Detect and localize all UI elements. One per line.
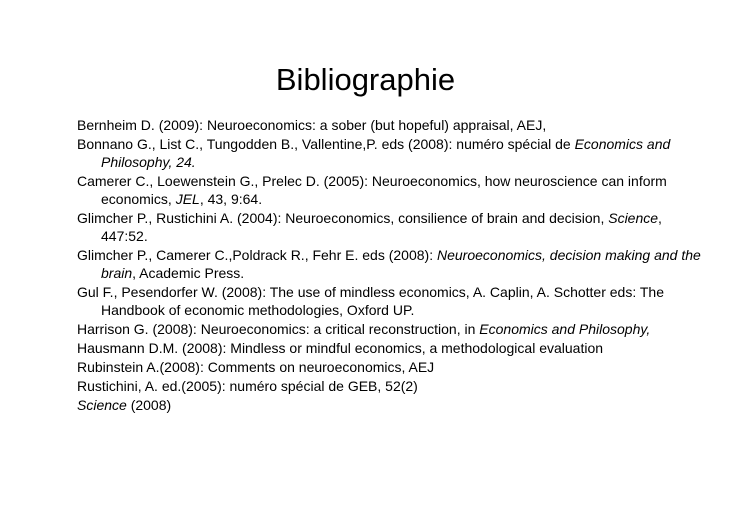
reference-text: Rubinstein A.(2008): Comments on neuroeconomics, AEJ [77, 359, 435, 375]
page-title: Bibliographie [275, 62, 456, 97]
reference-text: Glimcher P., Rustichini A. (2004): Neuroeconomics, consilience of brain and decision, [77, 210, 609, 226]
reference-item [77, 283, 707, 319]
reference-text: Bernheim D. (2009): Neuroeconomics: a sober (but hopeful) appraisal, AEJ, [77, 117, 547, 133]
reference-italic-text: Neuroeconomics, decision making and the brain [101, 247, 701, 281]
reference-item [77, 135, 707, 171]
reference-item [77, 396, 707, 414]
reference-italic-text: Science [608, 210, 659, 226]
reference-item [77, 209, 707, 245]
reference-italic-text: JEL [175, 191, 200, 207]
reference-item [77, 339, 707, 357]
reference-text: Gul F., Pesendorfer W. (2008): The use of mindless economics, A. Caplin, A. Schotter eds: The Handbook of economic methodologies, Oxford UP. [77, 284, 664, 318]
reference-item [77, 172, 707, 208]
reference-italic-text: Economics and Philosophy, 24. [101, 136, 671, 170]
reference-text: Glimcher P., Camerer C.,Poldrack R., Fehr E. eds (2008): [77, 247, 437, 263]
reference-text: , Academic Press. [132, 265, 245, 281]
reference-italic-text: Economics and Philosophy, [479, 321, 651, 337]
reference-text: , 447:52. [101, 210, 662, 244]
reference-text: Hausmann D.M. (2008): Mindless or mindful economics, a methodological evaluation [77, 340, 604, 356]
reference-item [77, 377, 707, 395]
reference-text: , 43, 9:64. [199, 191, 263, 207]
reference-item [77, 116, 707, 134]
reference-item [77, 320, 707, 338]
reference-list [77, 116, 707, 415]
reference-text: (2008) [126, 397, 172, 413]
reference-item [77, 358, 707, 376]
reference-text: Bonnano G., List C., Tungodden B., Vallentine,P. eds (2008): numéro spécial de [77, 136, 575, 152]
reference-italic-text: Science [77, 397, 127, 413]
reference-item [77, 246, 707, 282]
reference-text: Harrison G. (2008): Neuroeconomics: a critical reconstruction, in [77, 321, 480, 337]
reference-text: Camerer C., Loewenstein G., Prelec D. (2005): Neuroeconomics, how neuroscience can inform economics, [77, 173, 667, 207]
reference-text: Rustichini, A. ed.(2005): numéro spécial de GEB, 52(2) [77, 378, 418, 394]
